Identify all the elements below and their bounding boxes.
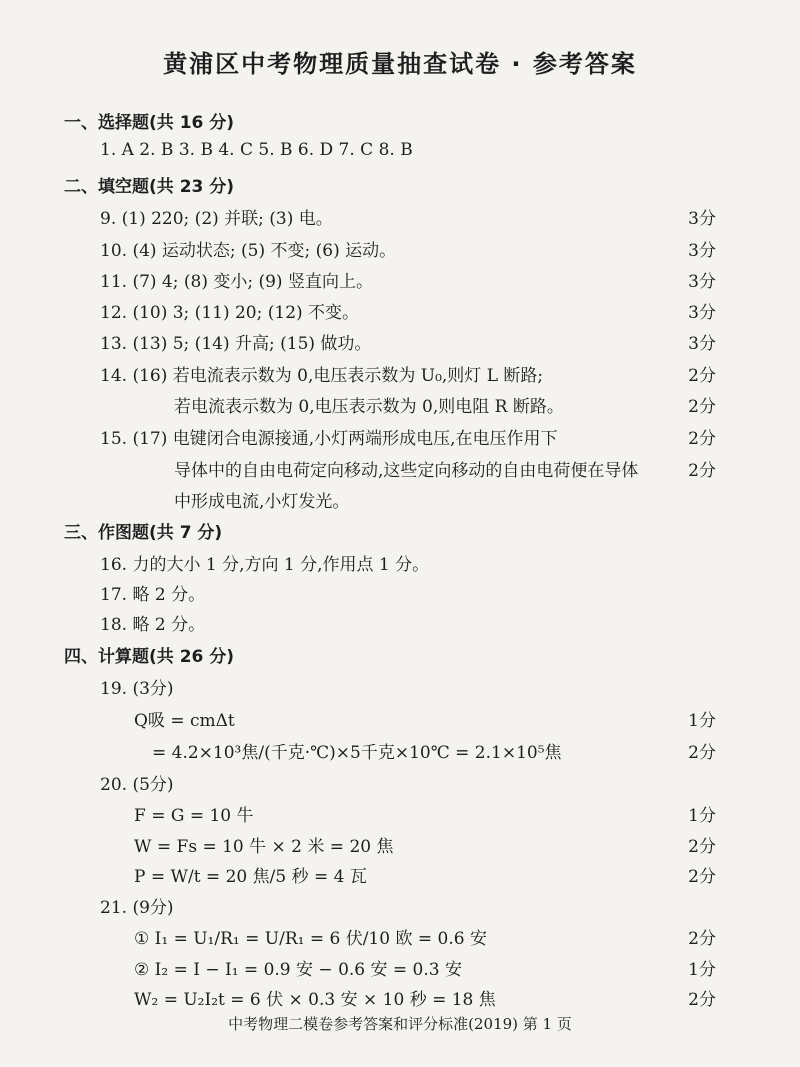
calc-q20-power: P = W/t = 20 焦/5 秒 = 4 瓦 — [134, 867, 367, 887]
fill-item-13-score: 3分 — [688, 334, 716, 354]
calc-q19-formula: Q吸 = cmΔt — [134, 711, 235, 731]
fill-item-9-score: 3分 — [688, 209, 716, 229]
fill-item-15a: 15. (17) 电键闭合电源接通,小灯两端形成电压,在电压作用下 — [100, 429, 558, 449]
page-title: 黄浦区中考物理质量抽查试卷 · 参考答案 — [163, 50, 637, 78]
fill-item-11: 11. (7) 4; (8) 变小; (9) 竖直向上。 — [100, 272, 373, 292]
calc-q20-work: W = Fs = 10 牛 × 2 米 = 20 焦 — [134, 837, 394, 857]
section-fill-heading: 二、填空题(共 23 分) — [64, 177, 235, 197]
section-drawing-heading: 三、作图题(共 7 分) — [64, 523, 223, 543]
calc-q21-current1: ① I₁ = U₁/R₁ = U/R₁ = 6 伏/10 欧 = 0.6 安 — [134, 929, 487, 949]
calc-q19-result: = 4.2×10³焦/(千克·℃)×5千克×10℃ = 2.1×10⁵焦 — [152, 743, 562, 763]
section-choice-heading: 一、选择题(共 16 分) — [64, 113, 235, 133]
calc-q21-work2: W₂ = U₂I₂t = 6 伏 × 0.3 安 × 10 秒 = 18 焦 — [134, 990, 496, 1010]
fill-item-12-score: 3分 — [688, 303, 716, 323]
calc-q19-formula-score: 1分 — [688, 711, 716, 731]
fill-item-15a-score: 2分 — [688, 429, 716, 449]
calc-q21-current1-score: 2分 — [688, 929, 716, 949]
drawing-item-17: 17. 略 2 分。 — [100, 585, 206, 605]
fill-item-13: 13. (13) 5; (14) 升高; (15) 做功。 — [100, 334, 372, 354]
fill-item-14a-score: 2分 — [688, 366, 716, 386]
calc-q20-force: F = G = 10 牛 — [134, 806, 254, 826]
calc-q20-work-score: 2分 — [688, 837, 716, 857]
calc-q20-header: 20. (5分) — [100, 775, 174, 795]
drawing-item-18: 18. 略 2 分。 — [100, 615, 206, 635]
calc-q20-power-score: 2分 — [688, 867, 716, 887]
drawing-item-16: 16. 力的大小 1 分,方向 1 分,作用点 1 分。 — [100, 555, 430, 575]
fill-item-15c: 中形成电流,小灯发光。 — [174, 492, 350, 512]
calc-q20-force-score: 1分 — [688, 806, 716, 826]
fill-item-11-score: 3分 — [688, 272, 716, 292]
page-footer: 中考物理二模卷参考答案和评分标准(2019) 第 1 页 — [228, 1015, 572, 1033]
fill-item-10-score: 3分 — [688, 241, 716, 261]
calc-q21-current2-score: 1分 — [688, 960, 716, 980]
fill-item-14a: 14. (16) 若电流表示数为 0,电压表示数为 U₀,则灯 L 断路; — [100, 366, 544, 386]
calc-q21-header: 21. (9分) — [100, 898, 174, 918]
calc-q19-header: 19. (3分) — [100, 679, 174, 699]
fill-item-14b-score: 2分 — [688, 397, 716, 417]
calc-q19-result-score: 2分 — [688, 743, 716, 763]
fill-item-9: 9. (1) 220; (2) 并联; (3) 电。 — [100, 209, 333, 229]
fill-item-10: 10. (4) 运动状态; (5) 不变; (6) 运动。 — [100, 241, 397, 261]
fill-item-12: 12. (10) 3; (11) 20; (12) 不变。 — [100, 303, 360, 323]
fill-item-14b: 若电流表示数为 0,电压表示数为 0,则电阻 R 断路。 — [174, 397, 564, 417]
section-calc-heading: 四、计算题(共 26 分) — [64, 647, 235, 667]
calc-q21-current2: ② I₂ = I − I₁ = 0.9 安 − 0.6 安 = 0.3 安 — [134, 960, 462, 980]
choice-answers: 1. A 2. B 3. B 4. C 5. B 6. D 7. C 8. B — [100, 140, 413, 160]
fill-item-15b-score: 2分 — [688, 461, 716, 481]
calc-q21-work2-score: 2分 — [688, 990, 716, 1010]
fill-item-15b: 导体中的自由电荷定向移动,这些定向移动的自由电荷便在导体 — [174, 461, 639, 481]
